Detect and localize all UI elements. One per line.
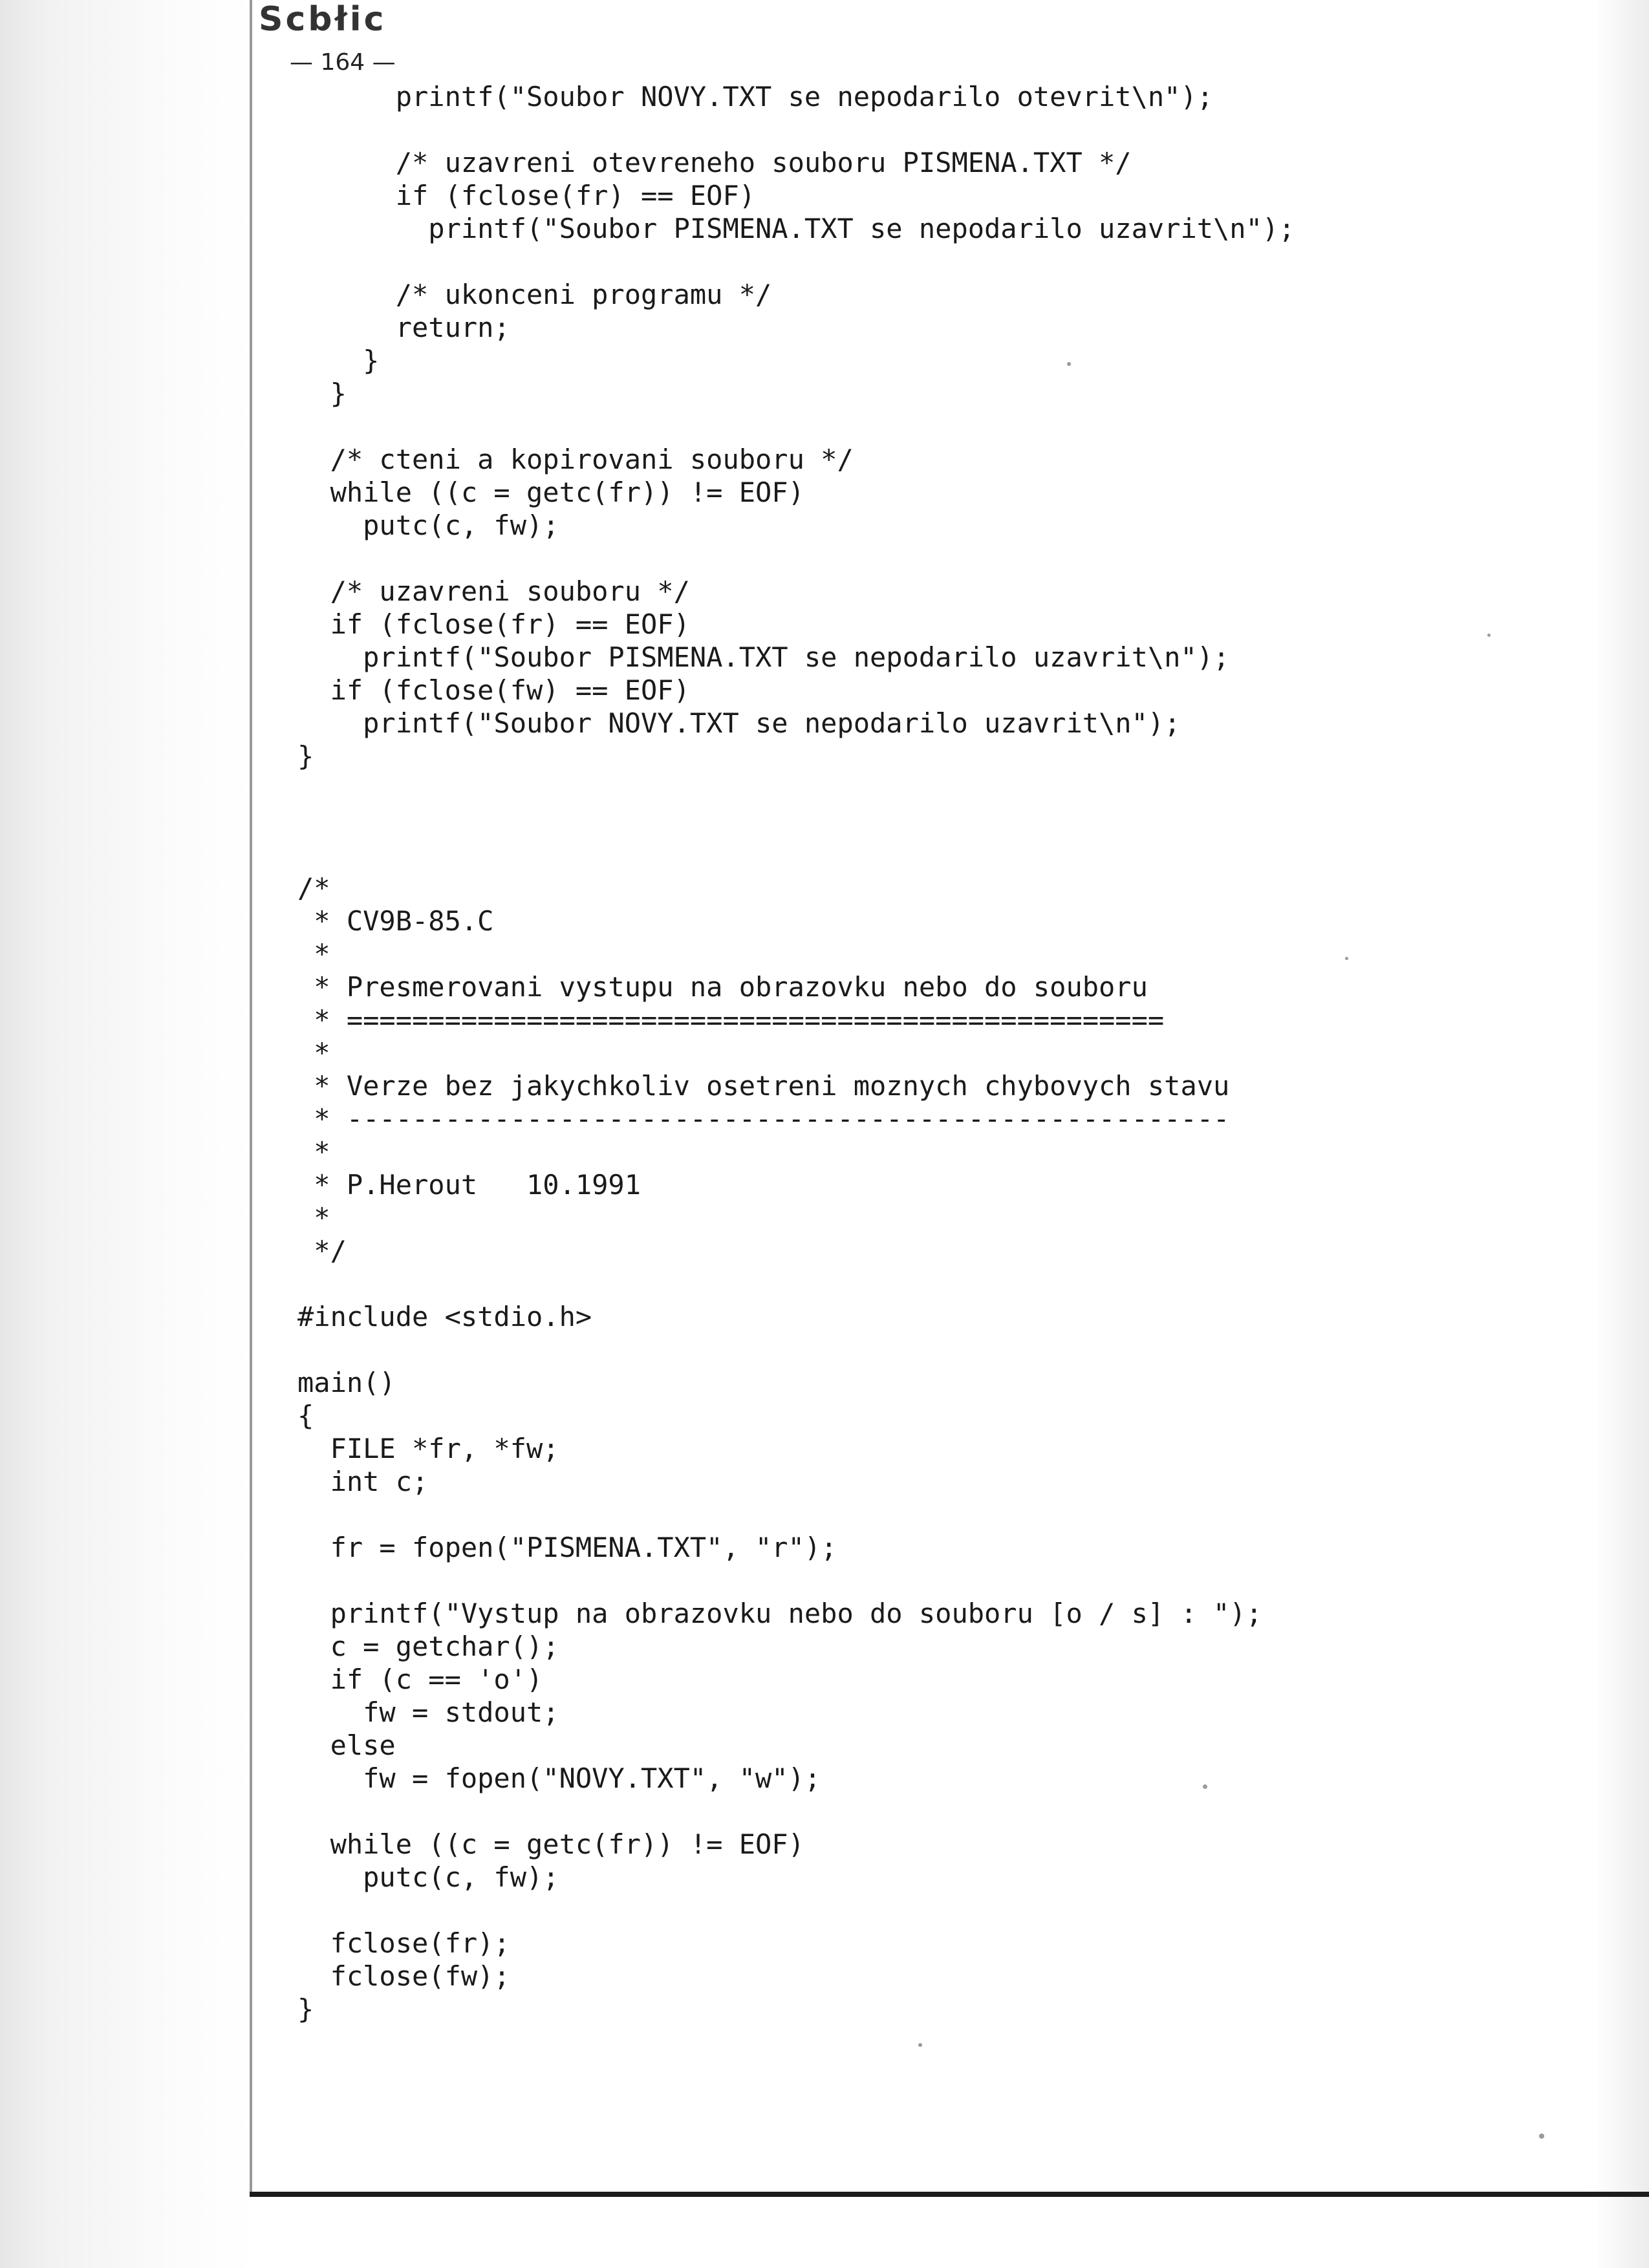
- page-number: — 164 —: [290, 49, 396, 76]
- code-line-17: if (fclose(fr) == EOF): [297, 608, 690, 640]
- code-line-4: if (fclose(fr) == EOF): [297, 180, 756, 211]
- code-line-11: [297, 410, 1295, 443]
- code-line-28: * Presmerovani vystupu na obrazovku nebo do souboru: [297, 971, 1148, 1003]
- code-line-32: * ------------------------------------------------------: [297, 1103, 1230, 1135]
- code-line-56: [297, 1894, 1295, 1927]
- code-line-22: [297, 773, 1295, 806]
- code-line-21: }: [297, 740, 314, 772]
- code-line-14: putc(c, fw);: [297, 509, 559, 541]
- code-line-50: fw = stdout;: [297, 1696, 559, 1728]
- code-line-5: printf("Soubor PISMENA.TXT se nepodarilo uzavrit\n");: [297, 213, 1295, 244]
- code-line-16: /* uzavreni souboru */: [297, 575, 690, 607]
- code-line-46: [297, 1564, 1295, 1597]
- code-line-12: /* cteni a kopirovani souboru */: [297, 444, 854, 475]
- scan-right-margin-shadow: [1591, 0, 1649, 2268]
- code-line-34: * P.Herout 10.1991: [297, 1169, 641, 1201]
- code-line-8: return;: [297, 312, 510, 343]
- page-bottom-rule: [250, 2192, 1649, 2197]
- code-line-9: }: [297, 345, 380, 376]
- code-line-55: putc(c, fw);: [297, 1861, 559, 1893]
- code-line-54: while ((c = getc(fr)) != EOF): [297, 1828, 804, 1860]
- code-line-29: * ==================================================: [297, 1004, 1165, 1036]
- code-line-25: /*: [297, 872, 330, 904]
- code-line-52: fw = fopen("NOVY.TXT", "w");: [297, 1762, 821, 1794]
- scan-speckle: [1345, 957, 1348, 960]
- code-line-42: FILE *fr, *fw;: [297, 1433, 559, 1464]
- code-line-20: printf("Soubor NOVY.TXT se nepodarilo uzavrit\n");: [297, 707, 1181, 739]
- scan-left-margin-shadow: [0, 0, 252, 2268]
- code-line-45: fr = fopen("PISMENA.TXT", "r");: [297, 1532, 837, 1563]
- code-line-57: fclose(fr);: [297, 1927, 510, 1959]
- code-line-47: printf("Vystup na obrazovku nebo do souboru [o / s] : ");: [297, 1598, 1262, 1629]
- code-line-38: #include <stdio.h>: [297, 1301, 592, 1332]
- code-line-31: * Verze bez jakychkoliv osetreni moznych chybovych stavu: [297, 1070, 1230, 1102]
- code-line-43: int c;: [297, 1466, 429, 1497]
- code-line-3: /* uzavreni otevreneho souboru PISMENA.TXT */: [297, 147, 1132, 178]
- code-line-36: */: [297, 1235, 347, 1267]
- code-line-53: [297, 1795, 1295, 1828]
- code-line-33: *: [297, 1136, 330, 1168]
- code-listing: [297, 80, 1295, 2026]
- code-line-44: [297, 1498, 1295, 1531]
- code-line-30: *: [297, 1037, 330, 1069]
- code-line-39: [297, 1333, 1295, 1366]
- code-line-49: if (c == 'o'): [297, 1664, 543, 1695]
- scan-speckle: [1067, 362, 1071, 366]
- code-line-48: c = getchar();: [297, 1631, 559, 1662]
- scan-speckle: [1203, 1784, 1207, 1789]
- code-line-2: [297, 113, 1295, 146]
- code-line-18: printf("Soubor PISMENA.TXT se nepodarilo uzavrit\n");: [297, 641, 1230, 673]
- scan-speckle: [918, 2043, 922, 2047]
- code-line-58: fclose(fw);: [297, 1960, 510, 1992]
- code-line-40: main(): [297, 1367, 396, 1398]
- code-line-35: *: [297, 1202, 330, 1234]
- code-line-26: * CV9B-85.C: [297, 905, 494, 937]
- code-line-10: }: [297, 378, 347, 409]
- code-line-59: }: [297, 1993, 314, 2025]
- code-line-13: while ((c = getc(fr)) != EOF): [297, 476, 804, 508]
- code-line-23: [297, 806, 1295, 839]
- code-line-41: {: [297, 1400, 314, 1431]
- code-line-51: else: [297, 1729, 396, 1761]
- code-line-15: [297, 542, 1295, 575]
- header-scrawl: Scbłic: [259, 0, 387, 39]
- code-line-37: [297, 1267, 1295, 1300]
- code-line-24: [297, 839, 1295, 872]
- code-line-1: printf("Soubor NOVY.TXT se nepodarilo otevrit\n");: [297, 81, 1214, 112]
- code-line-7: /* ukonceni programu */: [297, 279, 772, 310]
- scan-speckle: [1539, 2134, 1544, 2139]
- code-line-19: if (fclose(fw) == EOF): [297, 674, 690, 706]
- scan-speckle: [1487, 634, 1491, 637]
- code-line-27: *: [297, 938, 330, 970]
- page-left-edge: [250, 0, 252, 2192]
- code-line-6: [297, 245, 1295, 278]
